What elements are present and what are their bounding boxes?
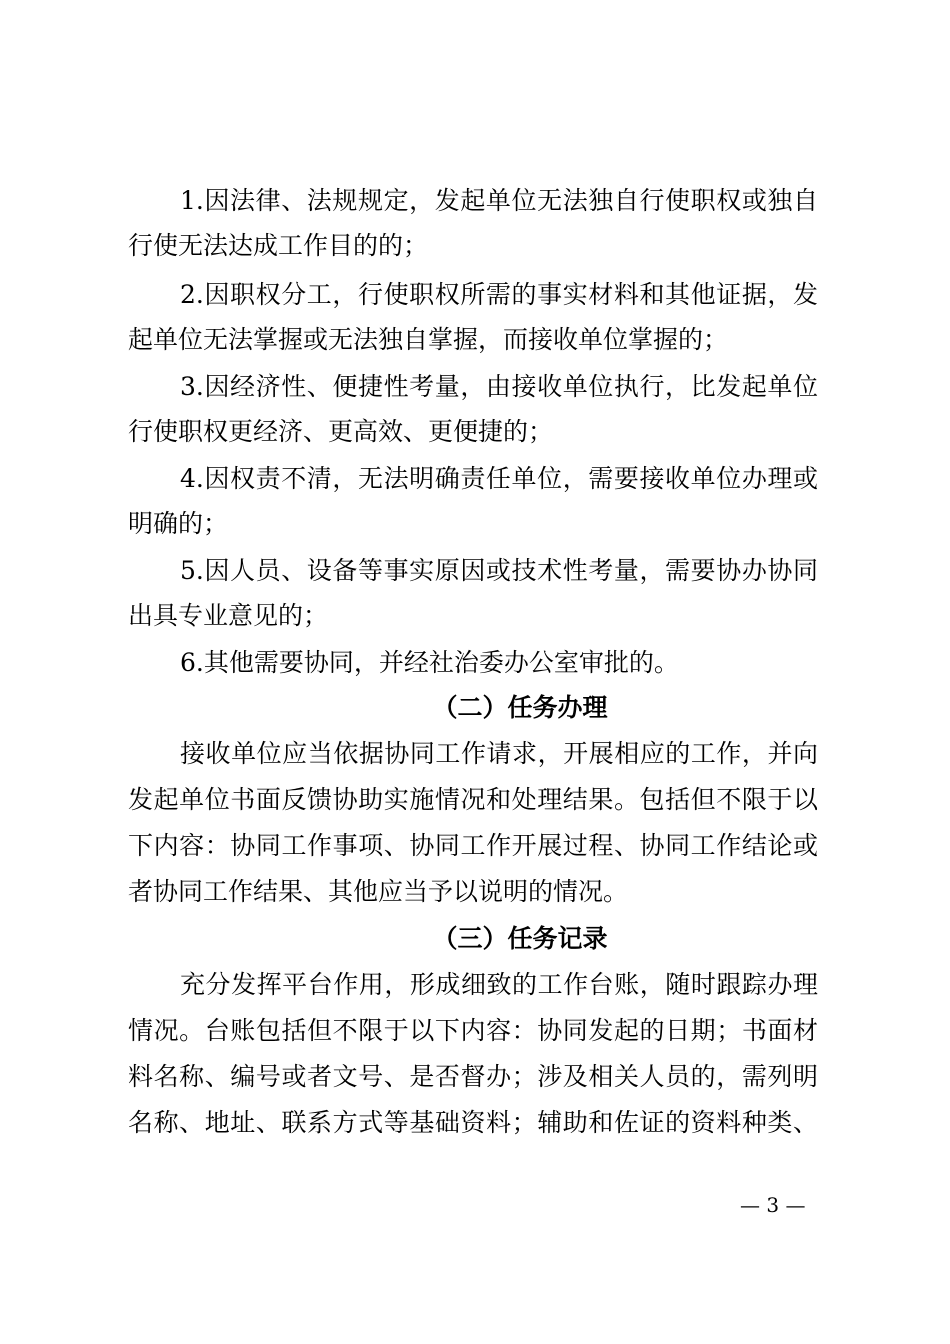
item-4-line-1: 4.因权责不清，无法明确责任单位，需要接收单位办理或 xyxy=(180,464,818,493)
item-4-line-2: 明确的； xyxy=(128,509,229,538)
item-1-line-2: 行使无法达成工作目的的； xyxy=(128,231,429,260)
section-3-heading: （三）任务记录 xyxy=(432,924,608,953)
section-2-heading: （二）任务办理 xyxy=(432,693,608,722)
section-3-line-1: 充分发挥平台作用，形成细致的工作台账，随时跟踪办理 xyxy=(180,970,818,999)
section-2-line-2: 发起单位书面反馈协助实施情况和处理结果。包括但不限于以 xyxy=(128,785,818,814)
section-3-line-2: 情况。台账包括但不限于以下内容：协同发起的日期；书面材 xyxy=(128,1016,818,1045)
item-1-line-1: 1.因法律、法规规定，发起单位无法独自行使职权或独自 xyxy=(180,186,818,215)
item-5-line-1: 5.因人员、设备等事实原因或技术性考量，需要协办协同 xyxy=(180,556,818,585)
item-5-line-2: 出具专业意见的； xyxy=(128,601,329,630)
item-2-line-1: 2.因职权分工，行使职权所需的事实材料和其他证据，发 xyxy=(180,280,818,309)
section-3-line-3: 料名称、编号或者文号、是否督办；涉及相关人员的，需列明 xyxy=(128,1062,818,1091)
item-3-line-2: 行使职权更经济、更高效、更便捷的； xyxy=(128,417,554,446)
item-6-line-1: 6.其他需要协同，并经社治委办公室审批的。 xyxy=(180,648,679,677)
section-2-line-4: 者协同工作结果、其他应当予以说明的情况。 xyxy=(128,877,629,906)
item-3-line-1: 3.因经济性、便捷性考量，由接收单位执行，比发起单位 xyxy=(180,372,818,401)
page-number: — 3 — xyxy=(740,1193,806,1217)
section-2-line-3: 下内容：协同工作事项、协同工作开展过程、协同工作结论或 xyxy=(128,831,818,860)
item-2-line-2: 起单位无法掌握或无法独自掌握，而接收单位掌握的； xyxy=(128,325,729,354)
section-3-line-4: 名称、地址、联系方式等基础资料；辅助和佐证的资料种类、 xyxy=(128,1108,818,1137)
section-2-line-1: 接收单位应当依据协同工作请求，开展相应的工作，并向 xyxy=(180,739,818,768)
